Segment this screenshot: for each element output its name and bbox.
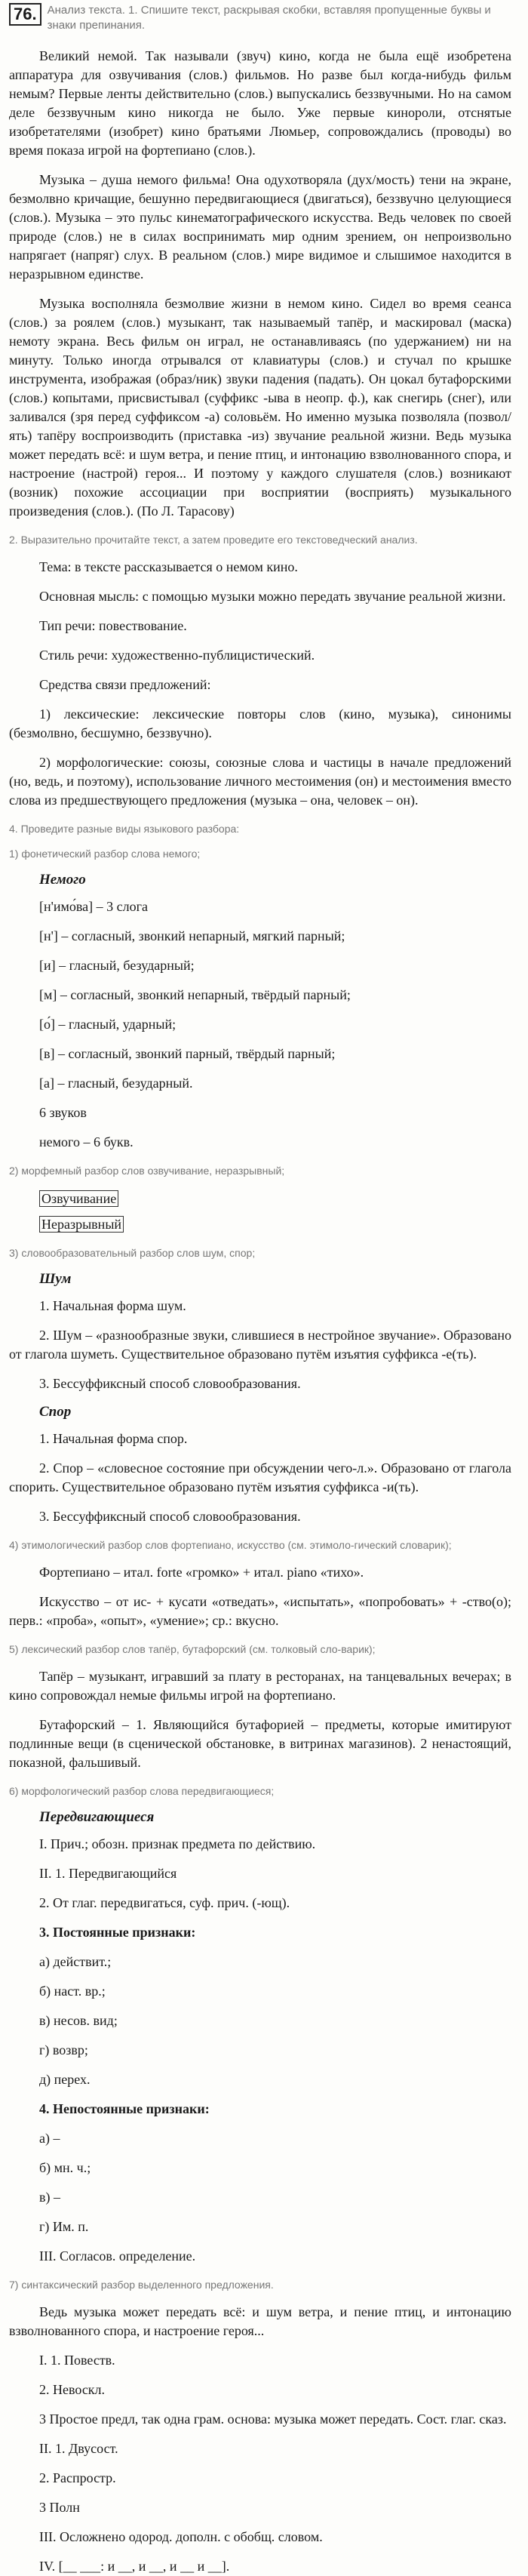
morph-line-13: в) – bbox=[39, 2190, 60, 2205]
text-paragraph-3: Музыка восполняла безмолвие жизни в немом кино. Сидел во время сеанса (слов.) за роялем (слов.) музыкант, так называемый тапёр, и маскировал (маска) немоту экрана. Весь фильм он играл, не останавливаясь (по удержанием) ни на минуту. Только иногда отрывался от клавиатуры (слов.) и стучал по крышке инструмента, изображая (образ/ник) звуки падения (падать). Он цокал бутафорскими (слов.) копытами, присвистывал (суффикс -ыва в неопр. ф.), как снегирь (снег), или заливался (зря перед суффиксом -а) соловьём. Но именно музыка позволяла (позвол/ять) тапёру воспроизводить (приставка -из) звучание реальной жизни. Ведь музыка может передать всё: и шум ветра, и пение птиц, и интонацию взволнованного спора, и настроение (настрой) героя... И поэтому у каждого слушателя (слов.) возникают (возник) похожие ассоциации при восприятии (восприять) музыкального произведения (слов.). (По Л. Тарасову) bbox=[9, 296, 511, 519]
morph-line-9: д) перех. bbox=[39, 2072, 91, 2087]
syntax-line-7: III. Осложнено одород. дополн. с обобщ. словом. bbox=[39, 2529, 323, 2544]
phonetic-line-6: [в] – согласный, звонкий парный, твёрдый парный; bbox=[39, 1046, 336, 1061]
wordform-w2-line-3: 3. Бессуффиксный способ словообразования. bbox=[39, 1509, 301, 1524]
wordform-w1-line-3: 3. Бессуффиксный способ словообразования. bbox=[39, 1376, 301, 1391]
syntax-line-4: II. 1. Двусост. bbox=[39, 2441, 118, 2456]
syntax-line-2: 2. Невоскл. bbox=[39, 2382, 106, 2397]
morpheme-box: Неразрывный bbox=[39, 1216, 124, 1233]
morph-line-7: в) несов. вид; bbox=[39, 2013, 118, 2028]
analysis-topic: Тема: в тексте рассказывается о немом кино. bbox=[39, 559, 298, 574]
analysis-speech-type: Тип речи: повествование. bbox=[39, 618, 187, 633]
wordform-w2-line-1: 1. Начальная форма спор. bbox=[39, 1431, 188, 1446]
phonetic-line-8: 6 звуков bbox=[39, 1105, 87, 1120]
morph-line-3: 2. От глаг. передвигаться, суф. прич. (-ющ). bbox=[39, 1895, 290, 1910]
etym-line-1: Фортепиано – итал. forte «громко» + итал. piano «тихо». bbox=[39, 1565, 364, 1580]
morph-line-12: б) мн. ч.; bbox=[39, 2160, 91, 2175]
syntax-line-1: I. 1. Повеств. bbox=[39, 2353, 115, 2368]
wordform-w2-line-2: 2. Спор – «словесное состояние при обсуждении чего-л.». Образовано от глагола спорить. Существительное образовано путём изъятия суффикса -и(ть). bbox=[9, 1460, 511, 1494]
morph-line-2: II. 1. Передвигающийся bbox=[39, 1866, 177, 1881]
morph-label: 6) морфологический разбор слова передвигающиеся; bbox=[9, 1785, 275, 1797]
lex-label: 5) лексический разбор слов тапёр, бутафорский (см. толковый сло-варик); bbox=[9, 1643, 376, 1655]
etym-line-2: Искусство – от ис- + кусати «отведать», «испытать», «попробовать» + -ство(о); перв.: «проба», «опыт», «умение»; ср.: вкусно. bbox=[9, 1594, 511, 1628]
syntax-line-3: 3 Простое предл, так одна грам. основа: музыка может передать. Сост. глаг. сказ. bbox=[39, 2411, 507, 2427]
wordform-w1-line-2: 2. Шум – «разнообразные звуки, слившиеся в нестройное звучание». Образовано от глагола шуметь. Существительное образовано путём изъятия суффикса -е(ть). bbox=[9, 1328, 511, 1362]
morph-line-14: г) Им. п. bbox=[39, 2219, 89, 2234]
analysis-style: Стиль речи: художественно-публицистический. bbox=[39, 648, 315, 663]
phonetic-line-7: [а] – гласный, безударный. bbox=[39, 1076, 193, 1091]
morph-line-8: г) возвр; bbox=[39, 2042, 88, 2057]
morph-line-11: а) – bbox=[39, 2131, 60, 2146]
morphemic-word-1 bbox=[39, 1189, 511, 1208]
syntax-sentence: Ведь музыка может передать всё: и шум ветра, и пение птиц, и интонацию взволнованного спора, и настроение героя... bbox=[9, 2304, 511, 2338]
wordform-label: 3) словообразовательный разбор слов шум, спор; bbox=[9, 1247, 256, 1259]
syntax-line-5: 2. Распростр. bbox=[39, 2470, 116, 2485]
phonetic-line-5: [о́] – гласный, ударный; bbox=[39, 1017, 177, 1032]
etym-label: 4) этимологический разбор слов фортепиано, искусство (см. этимоло-гический словарик); bbox=[9, 1539, 452, 1551]
phonetic-line-1: [н'имо́ва] – 3 слога bbox=[39, 899, 148, 914]
morph-line-10: 4. Непостоянные признаки: bbox=[39, 2101, 210, 2116]
task-instruction: Анализ текста. 1. Спишите текст, раскрывая скобки, вставляя пропущенные буквы и знаки препинания. bbox=[47, 4, 491, 32]
text-paragraph-1: Великий немой. Так называли (звуч) кино, когда не была ещё изобретена аппаратура для озвучивания (слов.) фильмов. Но разве был когда-нибудь фильм немым? Первые ленты действительно (слов.) выпускались беззвучными. Но на самом деле беззвучным кино никогда не было. Уже первые кинороли, отснятые изобретателями (изобрет) кино братьями Люмьер, сопровождались (проводы) во время показа игрой на фортепиано (слов.). bbox=[9, 48, 511, 158]
morpheme-box: Озвучивание bbox=[39, 1190, 118, 1207]
syntax-line-8: IV. [__ ___: и __, и __, и __ и __]. bbox=[39, 2559, 230, 2574]
syntax-label: 7) синтаксический разбор выделенного предложения. bbox=[9, 2279, 274, 2291]
analysis-morph: 2) морфологические: союзы, союзные слова и частицы в начале предложений (но, ведь, и поэтому), использование личного местоимения (он) и местоимения вместо слова из предшествующего предложения (музыка – она, человек – он). bbox=[9, 755, 511, 808]
lex-line-1: Тапёр – музыкант, игравший за плату в ресторанах, на танцевальных вечерах; в кино сопровождал немые фильмы игрой на фортепиано. bbox=[9, 1669, 511, 1703]
morph-line-1: I. Прич.; обозн. признак предмета по действию. bbox=[39, 1836, 316, 1851]
task-number: 76. bbox=[9, 3, 41, 26]
phonetic-line-4: [м] – согласный, звонкий непарный, твёрдый парный; bbox=[39, 987, 351, 1002]
morph-word: Передвигающиеся bbox=[39, 1809, 155, 1825]
text-paragraph-2: Музыка – душа немого фильма! Она одухотворяла (дух/мость) тени на экране, безмолвно кричащие, бешунно передвигающиеся (двигаться), беззвучно целующиеся (слов.). Музыка – это пульс кинематографического искусства. Ведь человек по своей природе (слов.) не в силах воспринимать мир одним зрением, он непроизвольно напрягает (напряг) слух. В реальном (слов.) мире видимое и слышимое находится в неразрывном единстве. bbox=[9, 172, 511, 282]
phonetic-line-3: [и] – гласный, безударный; bbox=[39, 958, 195, 973]
analysis-main-idea: Основная мысль: с помощью музыки можно передать звучание реальной жизни. bbox=[39, 589, 506, 604]
morph-line-5: а) действит.; bbox=[39, 1954, 112, 1969]
phonetic-line-2: [н'] – согласный, звонкий непарный, мягкий парный; bbox=[39, 928, 345, 943]
analysis-lexical: 1) лексические: лексические повторы слов (кино, музыка), синонимы (безмолвно, бесшумно, беззвучно). bbox=[9, 706, 511, 740]
lex-line-2: Бутафорский – 1. Являющийся бутафорией – предметы, которые имитируют подлинные вещи (в сценической обстановке, в витринах магазинов). 2 ненастоящий, показной, фальшивый. bbox=[9, 1717, 511, 1770]
analysis-means: Средства связи предложений: bbox=[39, 677, 211, 692]
morph-line-15: III. Согласов. определение. bbox=[39, 2248, 196, 2264]
morphemic-label: 2) морфемный разбор слов озвучивание, неразрывный; bbox=[9, 1165, 285, 1177]
wordform-word-1: Шум bbox=[39, 1271, 72, 1287]
task4-instruction: 4. Проведите разные виды языкового разбора: bbox=[9, 823, 240, 835]
syntax-line-6: 3 Полн bbox=[39, 2500, 80, 2515]
phonetic-label: 1) фонетический разбор слова немого; bbox=[9, 848, 201, 860]
morph-line-4: 3. Постоянные признаки: bbox=[39, 1925, 196, 1940]
wordform-word-2: Спор bbox=[39, 1404, 72, 1420]
morphemic-word-2 bbox=[39, 1214, 511, 1234]
morph-line-6: б) наст. вр.; bbox=[39, 1984, 106, 1999]
phonetic-word: Немого bbox=[39, 872, 86, 888]
phonetic-line-9: немого – 6 букв. bbox=[39, 1134, 134, 1150]
task2-instruction: 2. Выразительно прочитайте текст, а затем проведите его текстоведческий анализ. bbox=[9, 534, 418, 546]
task-header bbox=[9, 3, 511, 33]
wordform-w1-line-1: 1. Начальная форма шум. bbox=[39, 1298, 186, 1313]
